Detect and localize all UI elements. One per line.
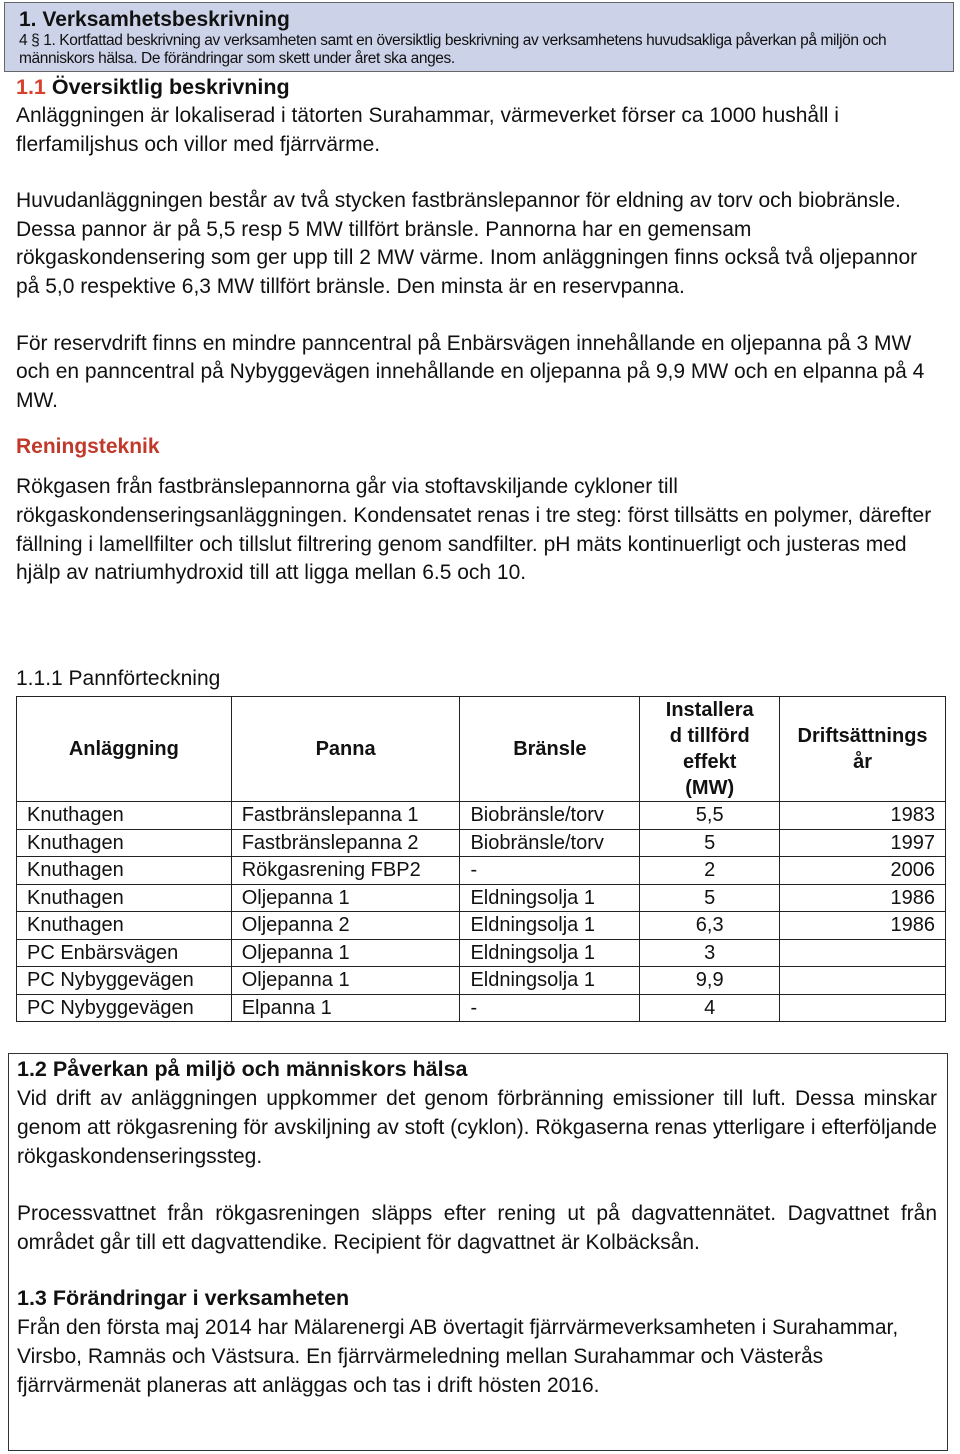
section-description: 4 § 1. Kortfattad beskrivning av verksamheten samt en översiktlig beskrivning av verksamhetens huvudsakliga påverkan på miljön och människors hälsa. De förändringar som skett under året ska anges. — [19, 32, 887, 67]
changes-paragraph: Från den första maj 2014 har Mälarenergi AB övertagit fjärrvärmeverksamheten i Surahammar, Virsbo, Ramnäs och Västsura. En fjärrvärmeledning mellan Surahammar och Västerås fjärrvärmenät planeras att anläggas och tas i drift hösten 2016. — [17, 1316, 899, 1397]
header-facility: Anläggning — [17, 697, 232, 802]
cell-fuel: Biobränsle/torv — [460, 802, 640, 830]
overview-number: 1.1 — [16, 75, 46, 99]
cell-effect: 5 — [640, 884, 780, 912]
cell-boiler: Oljepanna 1 — [231, 884, 460, 912]
table-row — [17, 857, 946, 885]
table-row — [17, 994, 946, 1022]
section-title: 1. Verksamhetsbeskrivning — [19, 8, 290, 31]
cell-facility: Knuthagen — [17, 912, 232, 940]
table-row — [17, 802, 946, 830]
header-effect-line-4: (MW) — [685, 777, 735, 799]
cell-fuel: Eldningsolja 1 — [460, 912, 640, 940]
cell-effect: 3 — [640, 939, 780, 967]
cell-boiler: Oljepanna 2 — [231, 912, 460, 940]
cell-boiler: Oljepanna 1 — [231, 939, 460, 967]
impact-box — [8, 1053, 948, 1451]
spacer — [17, 1257, 937, 1283]
cell-fuel: Biobränsle/torv — [460, 829, 640, 857]
cell-year: 1986 — [780, 912, 946, 940]
impact-content — [17, 1054, 937, 1400]
cell-boiler: Rökgasrening FBP2 — [231, 857, 460, 885]
cell-facility: Knuthagen — [17, 802, 232, 830]
cell-boiler: Fastbränslepanna 2 — [231, 829, 460, 857]
changes-heading: 1.3 Förändringar i verksamheten — [17, 1286, 350, 1310]
cell-year — [780, 967, 946, 995]
header-boiler: Panna — [231, 697, 460, 802]
cell-effect: 2 — [640, 857, 780, 885]
table-row — [17, 967, 946, 995]
table-row — [17, 912, 946, 940]
impact-heading: 1.2 Påverkan på miljö och människors hälsa — [17, 1057, 468, 1081]
cell-facility: PC Enbärsvägen — [17, 939, 232, 967]
cell-year: 1997 — [780, 829, 946, 857]
cell-effect: 9,9 — [640, 967, 780, 995]
header-year — [780, 697, 946, 802]
cell-fuel: Eldningsolja 1 — [460, 884, 640, 912]
table-row — [17, 884, 946, 912]
cell-effect: 6,3 — [640, 912, 780, 940]
cell-fuel: Eldningsolja 1 — [460, 939, 640, 967]
cell-year: 2006 — [780, 857, 946, 885]
header-year-line-1: Driftsättnings — [797, 725, 928, 747]
cell-facility: Knuthagen — [17, 884, 232, 912]
cleaning-heading: Reningsteknik — [16, 435, 160, 459]
cell-year: 1986 — [780, 884, 946, 912]
cell-boiler: Elpanna 1 — [231, 994, 460, 1022]
header-fuel: Bränsle — [460, 697, 640, 802]
cell-fuel: - — [460, 857, 640, 885]
overview-paragraph-1: Anläggningen är lokaliserad i tätorten Surahammar, värmeverket förser ca 1000 hushåll i flerfamiljshus och villor med fjärrvärme. — [16, 104, 839, 156]
impact-paragraph-2: Processvattnet från rökgasreningen släpps efter rening ut på dagvattennätet. Dagvattnet från området går till ett dagvattendike. Recipient för dagvattnet är Kolbäcksån. — [17, 1202, 937, 1254]
header-effect-line-3: effekt — [683, 751, 737, 773]
boiler-table — [16, 696, 946, 1022]
cell-effect: 5,5 — [640, 802, 780, 830]
header-year-line-2: år — [853, 751, 872, 773]
cell-facility: Knuthagen — [17, 829, 232, 857]
overview-paragraph-2: Huvudanläggningen består av två stycken fastbränslepannor för eldning av torv och biobränsle. Dessa pannor är på 5,5 resp 5 MW tillfört bränsle. Pannorna har en gemensam rökgaskondensering som ger upp till 2 MW värme. Inom anläggningen finns också två oljepannor på 5,0 respektive 6,3 MW tillfört bränsle. Den minsta är en reservpanna. — [16, 189, 918, 298]
cleaning-paragraph: Rökgasen från fastbränslepannorna går via stoftavskiljande cykloner till rökgaskondenseringsanläggningen. Kondensatet renas i tre steg: först tillsätts en polymer, därefter fällning i lamellfilter och tillslut filtrering genom sandfilter. pH mäts kontinuerligt och justeras med hjälp av natriumhydroxid till att ligga mellan 6.5 och 10. — [16, 475, 932, 585]
cell-fuel: - — [460, 994, 640, 1022]
overview-heading — [16, 72, 946, 102]
table-title: 1.1.1 Pannförteckning — [16, 667, 221, 690]
overview-section — [16, 72, 946, 588]
cell-facility: PC Nybyggevägen — [17, 994, 232, 1022]
cell-boiler: Oljepanna 1 — [231, 967, 460, 995]
header-effect — [640, 697, 780, 802]
cell-boiler: Fastbränslepanna 1 — [231, 802, 460, 830]
cell-year — [780, 994, 946, 1022]
section-header-box — [4, 2, 954, 72]
table-row — [17, 939, 946, 967]
cell-facility: PC Nybyggevägen — [17, 967, 232, 995]
cell-facility: Knuthagen — [17, 857, 232, 885]
cell-effect: 4 — [640, 994, 780, 1022]
cell-year — [780, 939, 946, 967]
header-effect-line-2: d tillförd — [669, 725, 750, 747]
table-header-row — [17, 697, 946, 802]
cell-year: 1983 — [780, 802, 946, 830]
impact-paragraph-1: Vid drift av anläggningen uppkommer det genom förbränning emissioner till luft. Dessa minskar genom att rökgasrening för avskiljning av stoft (cyklon). Rökgaserna renas ytterligare i efterföljande rökgaskondenseringssteg. — [17, 1087, 937, 1168]
header-effect-line-1: Installera — [665, 699, 754, 721]
overview-title: Översiktlig beskrivning — [51, 75, 290, 99]
overview-paragraph-3: För reservdrift finns en mindre panncentral på Enbärsvägen innehållande en oljepanna på 3 MW och en panncentral på Nybyggevägen innehållande en oljepanna på 9,9 MW och en elpanna på 4 MW. — [16, 331, 925, 412]
table-row — [17, 829, 946, 857]
cell-fuel: Eldningsolja 1 — [460, 967, 640, 995]
cell-effect: 5 — [640, 829, 780, 857]
